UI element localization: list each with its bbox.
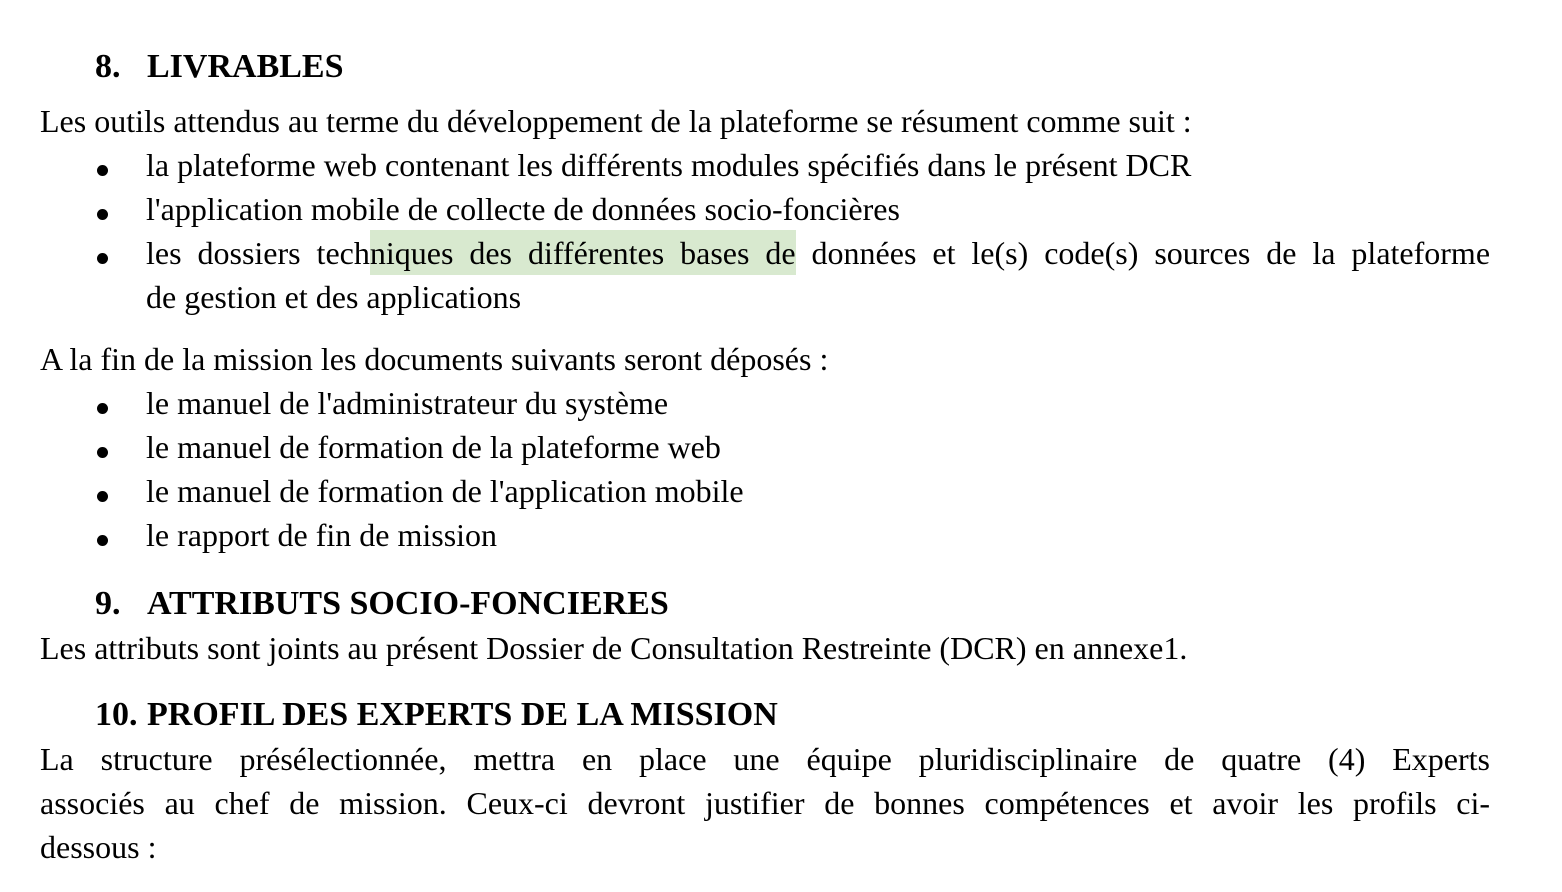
list-item-text: données et le(s) code(s) sources de la plateforme [795,235,1491,271]
list-item-text: l'application mobile de collecte de données socio-foncières [146,191,900,227]
deposit-intro: A la fin de la mission les documents suivants seront déposés : [40,341,829,377]
bullet-icon [97,209,108,220]
list-item-line: de gestion et des applications [146,279,522,315]
section-10-body-line: associés au chef de mission. Ceux-ci devront justifier de bonnes compétences et avoir les profils ci- [40,785,1490,821]
list-item [40,381,1490,425]
bullet-icon [97,535,108,546]
section-9-number: 9. [95,585,121,622]
list-item-line [146,231,1490,275]
documents-list [40,381,1490,557]
list-item-text: le rapport de fin de mission [146,517,498,553]
bullet-icon [97,253,108,264]
list-item-text: la plateforme web contenant les différents modules spécifiés dans le présent DCR [146,147,1192,183]
list-item-text: les dossiers tech [146,235,370,271]
section-8-title: LIVRABLES [147,48,344,85]
section-8-heading [40,45,1490,89]
list-item [40,143,1490,187]
list-item [40,425,1490,469]
section-10-title: PROFIL DES EXPERTS DE LA MISSION [147,696,778,733]
bullet-icon [97,165,108,176]
section-9-title: ATTRIBUTS SOCIO-FONCIERES [147,585,669,622]
list-item [40,231,1490,319]
list-item-text: le manuel de l'administrateur du système [146,385,669,421]
list-item-text: le manuel de formation de la plateforme web [146,429,721,465]
list-item-text: le manuel de formation de l'application mobile [146,473,744,509]
bullet-icon [97,447,108,458]
section-10-body-line: dessous : [40,829,157,865]
section-10-number: 10. [95,696,138,733]
section-10-heading [40,693,1490,737]
section-9-heading [40,582,1490,626]
section-10-body-line: La structure présélectionnée, mettra en place une équipe pluridisciplinaire de quatre (4) Experts [40,741,1490,777]
section-9-body: Les attributs sont joints au présent Dossier de Consultation Restreinte (DCR) en annexe1. [40,630,1188,666]
list-item [40,187,1490,231]
deliverables-list [40,143,1490,319]
highlighted-text: niques des différentes bases de [370,230,796,275]
section-8-intro: Les outils attendus au terme du développement de la plateforme se résument comme suit : [40,103,1192,139]
list-item [40,469,1490,513]
section-8-number: 8. [95,48,121,85]
bullet-icon [97,403,108,414]
bullet-icon [97,491,108,502]
list-item [40,513,1490,557]
